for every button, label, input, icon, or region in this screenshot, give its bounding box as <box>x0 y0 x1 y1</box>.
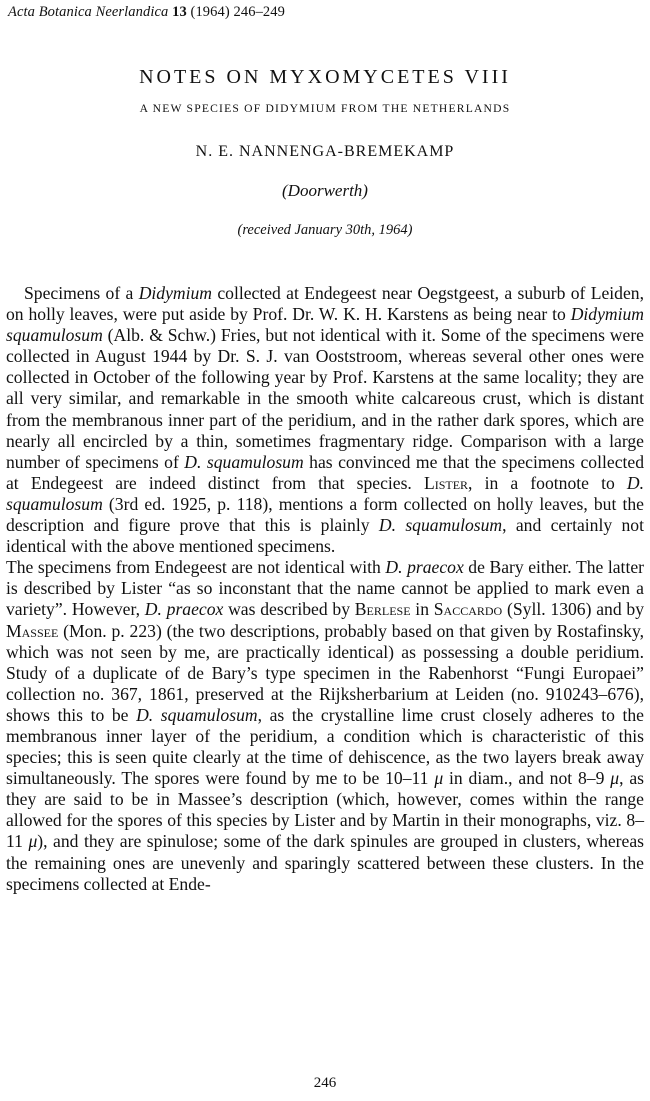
body-paragraph-1 <box>6 283 644 557</box>
author-affiliation: (Doorwerth) <box>282 181 368 200</box>
taxon-name: D. squamulosum <box>6 472 644 514</box>
article-title: NOTES ON MYXOMYCETES VIII <box>139 66 511 88</box>
taxon-name: D. squamulosum <box>136 704 258 725</box>
text-run: , and certainly not identical with the above mentioned specimens. <box>6 515 644 557</box>
unit-micron: μ <box>434 768 444 789</box>
article-subtitle: A NEW SPECIES OF DIDYMIUM FROM THE NETHERLANDS <box>139 102 511 115</box>
running-header <box>8 4 285 21</box>
text-run: has convinced me that the specimens collected at Endegeest are indeed distinct from that species. <box>6 451 644 493</box>
text-run: in <box>410 599 434 620</box>
cited-author: Saccardo <box>433 599 503 620</box>
text-run: de Bary either. The latter is described by Lister “as so inconstant that the name cannot be applied to mark even a variety”. However, <box>6 557 644 620</box>
text-run: , as they are said to be in Massee’s description (which, however, comes within the range allowed for the spores of this species by Lister and by Martin in their monographs, viz. 8–11 <box>6 768 645 852</box>
unit-micron: μ <box>28 831 38 852</box>
body-paragraph-2 <box>6 557 644 895</box>
article-body <box>6 283 644 895</box>
text-run: was described by <box>223 599 355 620</box>
text-run: in diam., and not 8–9 <box>443 768 611 789</box>
taxon-name: Didymium squamulosum <box>6 304 644 346</box>
text-run: The specimens from Endegeest are not identical with <box>6 557 386 578</box>
text-run: (Mon. p. 223) (the two descriptions, probably based on that given by Rostafinsky, which was not seen by me, are practically identical) as possessing a double peridium. Study of a duplicate of de Bary’s type specimen in the Rabenhorst “Fungi Europaei” collection no. 367, 1861, preserved at the Rijksherbarium at Leiden (no. 910243–676), shows this to be <box>6 620 644 725</box>
journal-volume: 13 <box>172 4 187 20</box>
text-run: Specimens of a <box>24 283 139 303</box>
page-number: 246 <box>313 1075 337 1091</box>
taxon-name: Didymium <box>138 283 212 303</box>
journal-name: Acta Botanica Neerlandica <box>8 4 169 20</box>
text-run: , as the crystalline lime crust closely adheres to the membranous inner layer of the peridium, a condition which is characteristic of this species; this is seen quite clearly at the time of dehiscence, as the two layers break away simultaneously. The spores were found by me to be 10–11 <box>6 704 644 789</box>
cited-author: Berlese <box>354 599 411 620</box>
cited-author: Lister <box>423 472 469 493</box>
cited-author: Massee <box>6 620 59 641</box>
taxon-name: D. praecox <box>144 599 224 620</box>
text-run: (3rd ed. 1925, p. 118), mentions a form collected on holly leaves, but the description and figure prove that this is plainly <box>6 493 644 536</box>
taxon-name: D. squamulosum <box>184 451 304 472</box>
received-date: (received January 30th, 1964) <box>237 222 413 238</box>
journal-year: (1964) <box>190 4 230 20</box>
taxon-name: D. squamulosum <box>378 515 503 536</box>
text-run: collected at Endegeest near Oegstgeest, a suburb of Leiden, on holly leaves, were put aside by Prof. Dr. W. K. H. Karstens as being near to <box>6 283 644 325</box>
text-run: ), and they are spinulose; some of the dark spinules are grouped in clusters, whereas the remaining ones are unevenly and sparingly scattered between these clusters. In the specimens collected at Ende- <box>6 831 644 894</box>
author-name: N. E. NANNENGA-BREMEKAMP <box>195 143 455 160</box>
taxon-name: D. praecox <box>385 557 464 578</box>
unit-micron: μ <box>610 768 620 789</box>
text-run: (Syll. 1306) and by <box>502 599 644 620</box>
text-run: , in a footnote to <box>468 472 627 493</box>
journal-pages: 246–249 <box>233 4 285 20</box>
text-run: (Alb. & Schw.) Fries, but not identical with it. Some of the specimens were collected in August 1944 by Dr. S. J. van Ooststroom, whereas several other ones were collected in October of the following year by Prof. Karstens at the same locality; they are all very similar, and remarkable in the smooth white calcareous crust, which is distant from the membranous inner part of the peridium, and in the rather dark spores, which are nearly all encircled by a thin, sometimes fragmentary ridge. Comparison with a large number of specimens of <box>6 325 644 472</box>
